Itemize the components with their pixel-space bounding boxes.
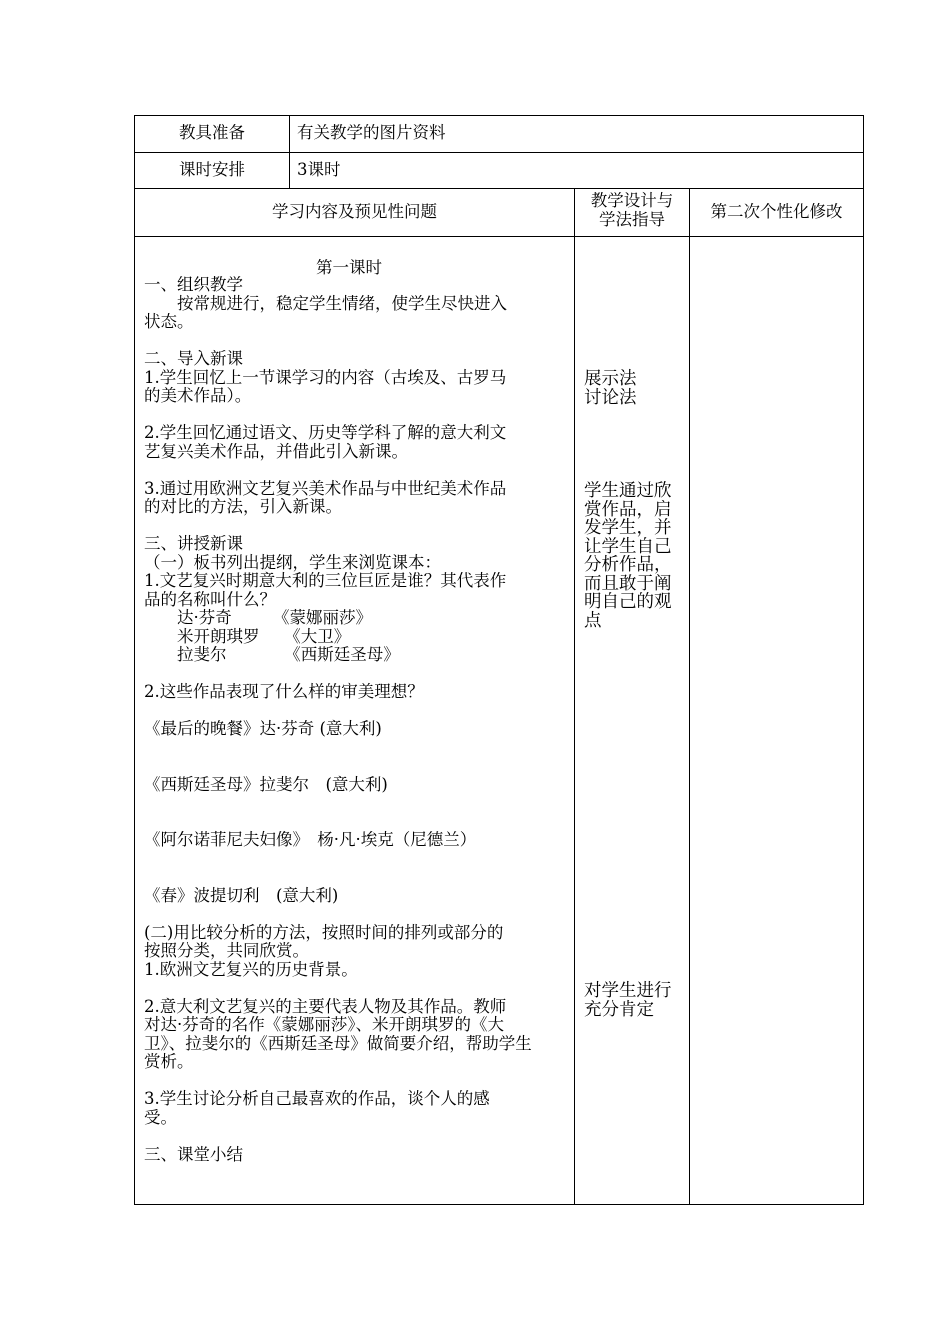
content-line: 拉斐尔 《西斯廷圣母》 <box>144 645 400 664</box>
blank-line <box>144 702 572 721</box>
teaching-aids-label: 教具准备 <box>179 123 245 142</box>
content-line: 2.意大利文艺复兴的主要代表人物及其作品。教师 <box>144 996 507 1016</box>
header-design-guidance-line2: 学法指导 <box>599 210 665 229</box>
content-line: （一）板书列出提纲，学生来浏览课本： <box>144 552 441 572</box>
guidance-block-methods <box>584 370 637 407</box>
blank-line <box>144 517 572 536</box>
guidance-line: 讨论法 <box>584 387 637 408</box>
content-line: 状态。 <box>144 312 194 331</box>
content-line: (二)用比较分析的方法，按照时间的排列或部分的 <box>144 922 504 942</box>
content-line: 受。 <box>144 1107 177 1127</box>
content-line: 对达·芬奇的名作《蒙娜丽莎》、米开朗琪罗的《大 <box>144 1015 504 1034</box>
content-line: 2.这些作品表现了什么样的审美理想？ <box>144 682 424 701</box>
blank-line <box>144 813 572 832</box>
content-line: 按照分类，共同欣赏。 <box>144 941 309 960</box>
guidance-line: 让学生自己 <box>584 536 672 557</box>
blank-line <box>144 461 572 480</box>
second-revision-area <box>690 237 863 1204</box>
content-line: 1.文艺复兴时期意大利的三位巨匠是谁？其代表作 <box>144 571 507 590</box>
content-line: 二、导入新课 <box>144 349 243 368</box>
content-line: 卫》、拉斐尔的《西斯廷圣母》做简要介绍，帮助学生 <box>144 1033 532 1053</box>
content-line: 三、课堂小结 <box>144 1144 243 1164</box>
content-line: 三、讲授新课 <box>144 534 243 553</box>
table-border-bottom <box>134 1204 864 1205</box>
blank-line <box>144 757 572 776</box>
content-line: 达·芬奇 《蒙娜丽莎》 <box>144 608 372 627</box>
blank-line <box>144 794 572 813</box>
blank-line <box>144 406 572 425</box>
content-line: 3.学生讨论分析自己最喜欢的作品，谈个人的感 <box>144 1089 490 1108</box>
blank-line <box>144 332 572 351</box>
content-line: 2.学生回忆通过语文、历史等学科了解的意大利文 <box>144 423 507 442</box>
content-line: 米开朗琪罗 《大卫》 <box>144 626 351 646</box>
table-border-top <box>134 115 864 116</box>
class-hours-label: 课时安排 <box>179 160 245 179</box>
content-line: 的美术作品）。 <box>144 386 252 405</box>
content-line: 的对比的方法，引入新课。 <box>144 497 342 516</box>
guidance-block-affirmation <box>584 982 672 1019</box>
content-line: 品的名称叫什么？ <box>144 589 276 609</box>
guidance-line: 而且敢于阐 <box>584 573 672 594</box>
content-line: 《阿尔诺菲尼夫妇像》 杨·凡·埃克（尼德兰） <box>144 830 477 849</box>
guidance-line: 学生通过欣 <box>584 481 672 501</box>
content-line: 《最后的晚餐》达·芬奇 (意大利) <box>144 719 382 738</box>
table-label-divider <box>289 115 290 189</box>
table-col-divider-1 <box>574 188 575 1205</box>
header-second-revision: 第二次个性化修改 <box>710 202 843 221</box>
guidance-block-appreciation <box>584 482 672 630</box>
guidance-line: 展示法 <box>584 369 637 389</box>
blank-line <box>144 739 572 758</box>
table-row-divider-2 <box>134 188 864 189</box>
learning-content-body <box>144 276 572 1164</box>
guidance-line: 对学生进行 <box>584 981 672 1001</box>
content-line: 1.学生回忆上一节课学习的内容（古埃及、古罗马 <box>144 367 507 387</box>
blank-line <box>144 1072 572 1091</box>
table-border-left <box>134 115 135 1205</box>
guidance-line: 分析作品， <box>584 555 672 575</box>
guidance-line: 点 <box>584 610 602 631</box>
guidance-line: 明自己的观 <box>584 592 672 612</box>
content-line: 一、组织教学 <box>144 275 243 294</box>
content-line: 3.通过用欧洲文艺复兴美术作品与中世纪美术作品 <box>144 478 507 498</box>
blank-line <box>144 905 572 924</box>
content-line: 1.欧洲文艺复兴的历史背景。 <box>144 959 358 979</box>
blank-line <box>144 979 572 998</box>
content-line: 《西斯廷圣母》拉斐尔 (意大利) <box>144 774 388 794</box>
guidance-line: 赏作品，启 <box>584 499 672 520</box>
guidance-line: 发学生，并 <box>584 518 672 538</box>
blank-line <box>144 665 572 684</box>
blank-line <box>144 850 572 869</box>
blank-line <box>144 1127 572 1146</box>
teaching-aids-value: 有关教学的图片资料 <box>297 123 446 142</box>
table-row-divider-1 <box>134 152 864 153</box>
guidance-line: 充分肯定 <box>584 999 654 1020</box>
content-line: 《春》波提切利 (意大利) <box>144 885 339 905</box>
content-line: 艺复兴美术作品，并借此引入新课。 <box>144 441 408 461</box>
header-design-guidance-line1: 教学设计与 <box>590 191 674 210</box>
table-border-right <box>863 115 864 1205</box>
blank-line <box>144 868 572 887</box>
class-hours-value: 3课时 <box>297 160 341 179</box>
content-line: 按常规进行，稳定学生情绪，使学生尽快进入 <box>144 293 507 313</box>
content-line: 赏析。 <box>144 1052 194 1071</box>
lesson-title: 第一课时 <box>316 258 382 277</box>
header-learning-content: 学习内容及预见性问题 <box>272 202 437 221</box>
